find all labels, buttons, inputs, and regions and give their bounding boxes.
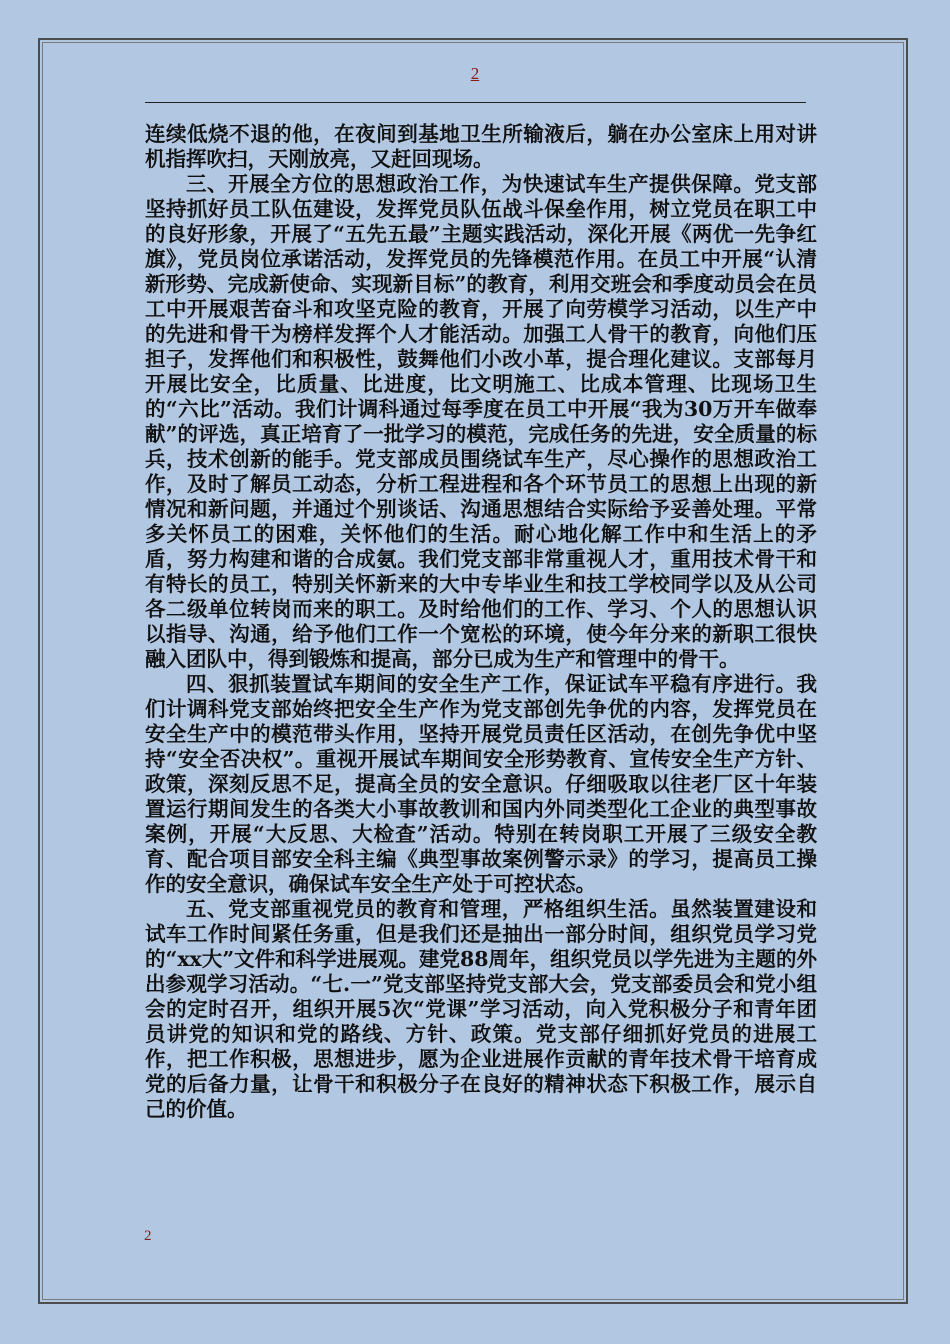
- document-body: [145, 122, 817, 1122]
- header-page-number: 2: [470, 64, 480, 83]
- footer-page-number: 2: [144, 1228, 152, 1244]
- paragraph-section-four: 四、狠抓装置试车期间的安全生产工作，保证试车平稳有序进行。我们计调科党支部始终把安全生产作为党支部创先争优的内容，发挥党员在安全生产中的模范带头作用，坚持开展党员责任区活动，在创先争优中坚持“安全否决权”。重视开展试车期间安全形势教育、宣传安全生产方针、政策，深刻反思不足，提高全员的安全意识。仔细吸取以往老厂区十年装置运行期间发生的各类大小事故教训和国内外同类型化工企业的典型事故案例，开展“大反思、大检查”活动。特别在转岗职工开展了三级安全教育、配合项目部安全科主编《典型事故案例警示录》的学习，提高员工操作的安全意识，确保试车安全生产处于可控状态。: [145, 672, 817, 896]
- paragraph-section-three: 三、开展全方位的思想政治工作，为快速试车生产提供保障。党支部坚持抓好员工队伍建设，发挥党员队伍战斗保垒作用，树立党员在职工中的良好形象，开展了“五先五最”主题实践活动，深化开展《两优一先争红旗》，党员岗位承诺活动，发挥党员的先锋模范作用。在员工中开展“认清新形势、完成新使命、实现新目标”的教育，利用交班会和季度动员会在员工中开展艰苦奋斗和攻坚克险的教育，开展了向劳模学习活动，以生产中的先进和骨干为榜样发挥个人才能活动。加强工人骨干的教育，向他们压担子，发挥他们和积极性，鼓舞他们小改小革，提合理化建议。支部每月开展比安全，比质量、比进度，比文明施工、比成本管理、比现场卫生的“六比”活动。我们计调科通过每季度在员工中开展“我为30万开车做奉献”的评选，真正培育了一批学习的模范，完成任务的先进，安全质量的标兵，技术创新的能手。党支部成员围绕试车生产，尽心操作的思想政治工作，及时了解员工动态，分析工程进程和各个环节员工的思想上出现的新情况和新问题，并通过个别谈话、沟通思想结合实际给予妥善处理。平常多关怀员工的困难，关怀他们的生活。耐心地化解工作中和生活上的矛盾，努力构建和谐的合成氨。我们党支部非常重视人才，重用技术骨干和有特长的员工，特别关怀新来的大中专毕业生和技工学校同学以及从公司各二级单位转岗而来的职工。及时给他们的工作、学习、个人的思想认识以指导、沟通，给予他们工作一个宽松的环境，使今年分来的新职工很快融入团队中，得到锻炼和提高，部分已成为生产和管理中的骨干。: [145, 172, 817, 671]
- header-divider: [145, 102, 806, 103]
- paragraph-section-five: 五、党支部重视党员的教育和管理，严格组织生活。虽然装置建设和试车工作时间紧任务重，但是我们还是抽出一部分时间，组织党员学习党的“xx大”文件和科学进展观。建党88周年，组织党员以学先进为主题的外出参观学习活动。“七.一”党支部坚持党支部大会，党支部委员会和党小组会的定时召开，组织开展5次“党课”学习活动，向入党积极分子和青年团员讲党的知识和党的路线、方针、政策。党支部仔细抓好党员的进展工作，把工作积极，思想进步，愿为企业进展作贡献的青年技术骨干培育成党的后备力量，让骨干和积极分子在良好的精神状态下积极工作，展示自己的价值。: [145, 897, 817, 1121]
- paragraph-continuation: 连续低烧不退的他，在夜间到基地卫生所输液后，躺在办公室床上用对讲机指挥吹扫，天刚放亮，又赶回现场。: [145, 122, 817, 171]
